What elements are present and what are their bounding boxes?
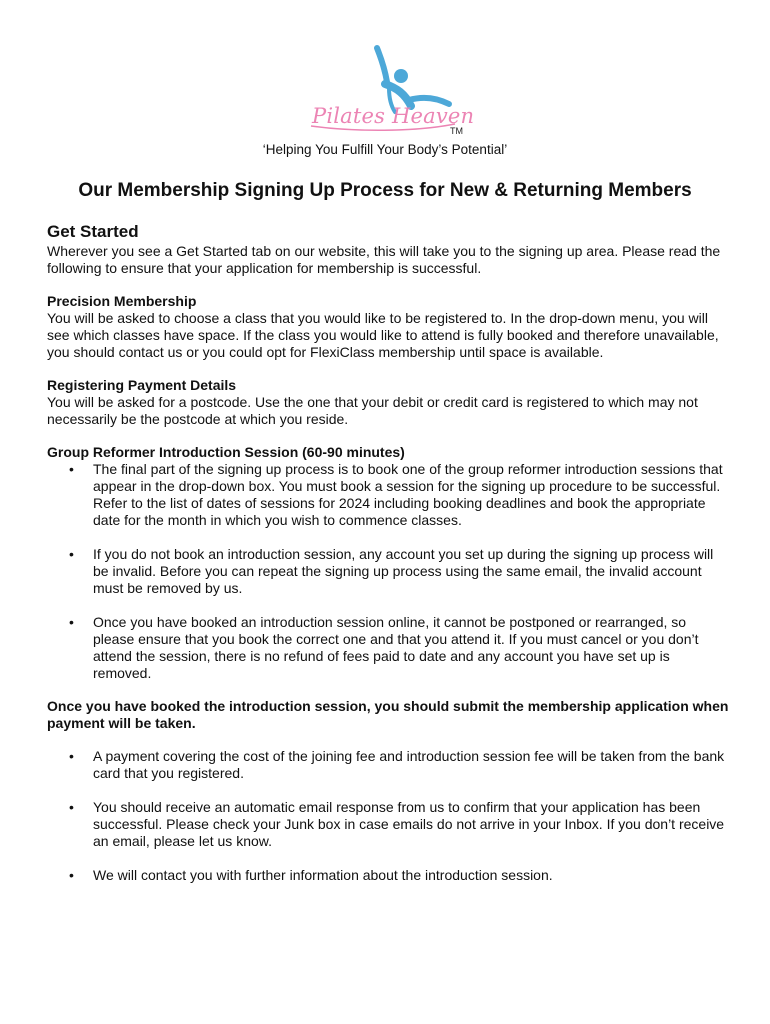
after-booking-heading: Once you have booked the introduction session, you should submit the membership application when payment will be taken. (47, 698, 729, 731)
document-body (47, 222, 729, 884)
bullet-icon: • (69, 748, 74, 764)
list-item (47, 461, 729, 529)
reformer-heading: Group Reformer Introduction Session (60-90 minutes) (47, 444, 405, 460)
list-item-text: A payment covering the cost of the joining fee and introduction session fee will be taken from the bank card that you registered. (93, 748, 725, 781)
payment-heading: Registering Payment Details (47, 377, 237, 393)
bullet-icon: • (69, 461, 74, 477)
page-title: Our Membership Signing Up Process for New & Returning Members (78, 180, 692, 201)
bullet-icon: • (69, 799, 74, 815)
get-started-heading: Get Started (47, 222, 139, 241)
bullet-icon: • (69, 546, 74, 562)
list-item-text: If you do not book an introduction session, any account you set up during the signing up process will be invalid. Before you can repeat the signing up process using the same email, the invalid account must be removed by us. (93, 546, 714, 596)
list-item (47, 799, 729, 850)
list-item (47, 546, 729, 597)
bullet-icon: • (69, 614, 74, 630)
pilates-heaven-logo (305, 44, 475, 138)
precision-body: You will be asked to choose a class that you would like to be registered to. In the drop-down menu, you will see which classes have space. If the class you would like to attend is fully booked and therefore unavailable, you should contact us or you could opt for FlexiClass membership until space is available. (47, 310, 719, 360)
list-item-text: You should receive an automatic email response from us to confirm that your application has been successful. Please check your Junk box in case emails do not arrive in your Inbox. If you don’t receive an email, please let us know. (93, 799, 725, 849)
list-item-text: We will contact you with further information about the introduction session. (93, 867, 553, 883)
list-item (47, 748, 729, 782)
precision-heading: Precision Membership (47, 293, 197, 309)
list-item (47, 614, 729, 682)
trademark-mark: TM (450, 126, 463, 136)
get-started-body: Wherever you see a Get Started tab on our website, this will take you to the signing up area. Please read the following to ensure that your application for membership is successful. (47, 243, 721, 276)
list-item-text: The final part of the signing up process is to book one of the group reformer introduction sessions that appear in the drop-down box. You must book a session for the signing up procedure to be successful. Refer to the list of dates of sessions for 2024 including booking deadlines and book the appropriate date for the month in which you wish to commence classes. (93, 461, 723, 528)
tagline: ‘Helping You Fulfill Your Body’s Potential’ (262, 142, 508, 157)
list-item (47, 867, 729, 884)
logo-brand-text: Pilates Heaven (312, 104, 475, 128)
list-item-text: Once you have booked an introduction session online, it cannot be postponed or rearranged, so please ensure that you book the correct one and that you attend it. If you must cancel or you don’t attend the session, there is no refund of fees paid to date and any account you have set up is removed. (93, 614, 699, 681)
bullet-icon: • (69, 867, 74, 883)
payment-body: You will be asked for a postcode. Use the one that your debit or credit card is registered to which may not necessarily be the postcode at which you reside. (47, 394, 698, 427)
